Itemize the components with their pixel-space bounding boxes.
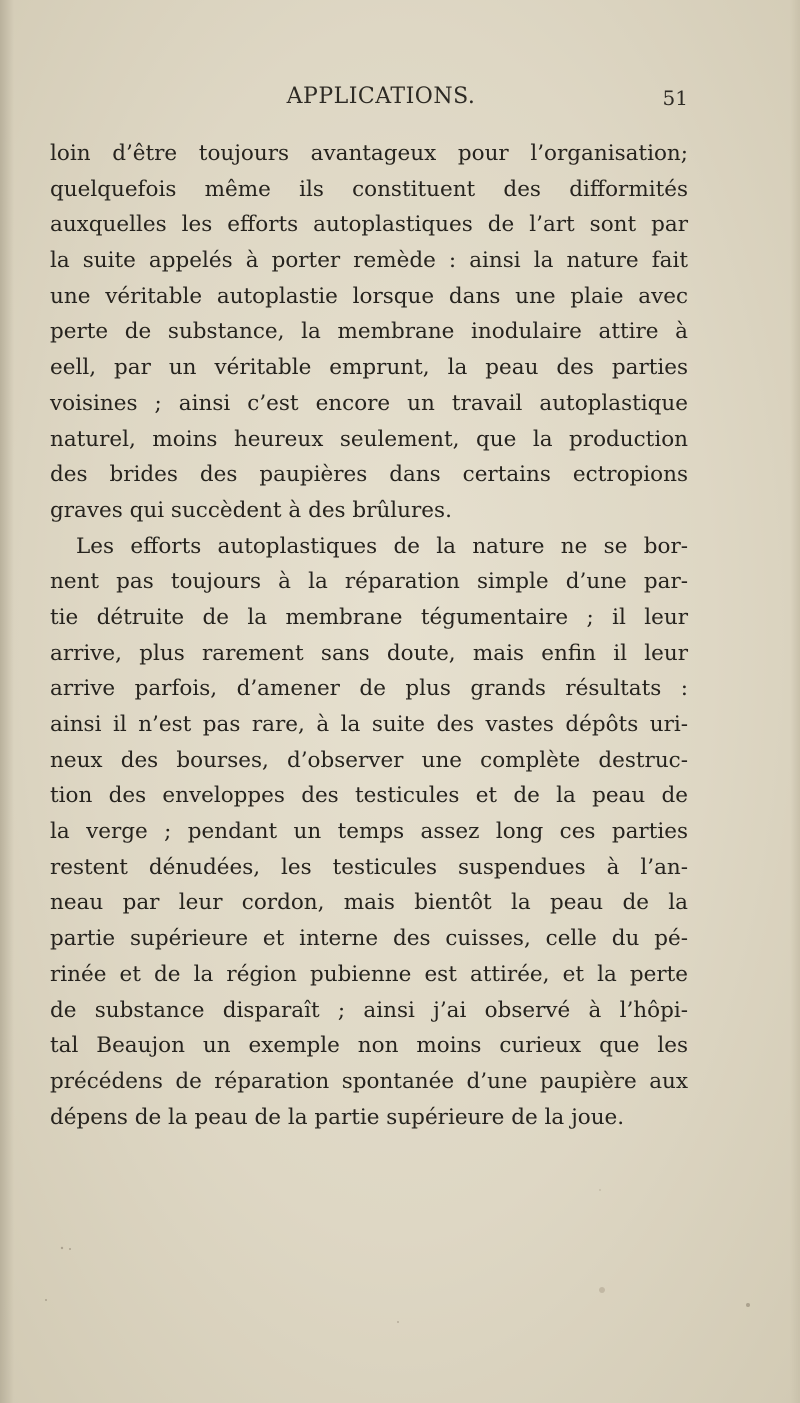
text-line: dépens de la peau de la partie supérieure de la joue. xyxy=(50,1104,625,1130)
text-line: voisines ; ainsi c’est encore un travail autoplastique xyxy=(50,390,688,416)
text-line: partie supérieure et interne des cuisses, celle du pé- xyxy=(50,926,688,952)
text-line: tie détruite de la membrane tégumentaire ; il leur xyxy=(50,604,688,630)
text-line: restent dénudées, les testicules suspendues à l’an- xyxy=(50,854,688,880)
text-line: nent pas toujours à la réparation simple d’une par- xyxy=(50,569,688,595)
text-line: auxquelles les efforts autoplastiques de l’art sont par xyxy=(50,212,688,238)
text-line: eell, par un véritable emprunt, la peau des parties xyxy=(50,355,688,381)
text-line: de substance disparaît ; ainsi j’ai observé à l’hôpi- xyxy=(50,997,688,1023)
text-line: quelquefois même ils constituent des difformités xyxy=(50,176,688,202)
text-line: tal Beaujon un exemple non moins curieux que les xyxy=(50,1033,688,1059)
text-line: loin d’être toujours avantageux pour l’organisation; xyxy=(50,141,688,166)
text-line: neux des bourses, d’observer une complète destruc- xyxy=(50,747,688,773)
page-header xyxy=(50,84,688,118)
text-line: précédens de réparation spontanée d’une paupière aux xyxy=(50,1068,688,1094)
text-line: la verge ; pendant un temps assez long ces parties xyxy=(50,819,688,845)
text-line: arrive parfois, d’amener de plus grands résultats : xyxy=(50,676,688,702)
page-number: 51 xyxy=(662,86,688,110)
text-line: rinée et de la région pubienne est attirée, et la perte xyxy=(50,961,688,987)
page-gutter-shadow xyxy=(0,0,14,1403)
text-line: la suite appelés à porter remède : ainsi la nature fait xyxy=(50,248,688,274)
running-head: APPLICATIONS. xyxy=(286,84,476,109)
page-edge-shadow xyxy=(790,0,800,1403)
text-line: Les efforts autoplastiques de la nature ne se bor- xyxy=(76,533,688,559)
text-line: une véritable autoplastie lorsque dans une plaie avec xyxy=(50,283,688,309)
text-line: neau par leur cordon, mais bientôt la peau de la xyxy=(50,890,688,916)
text-line: des brides des paupières dans certains ectropions xyxy=(50,462,688,488)
text-line: naturel, moins heureux seulement, que la production xyxy=(50,426,688,452)
text-line: perte de substance, la membrane inodulaire attire à xyxy=(50,319,688,345)
body-text xyxy=(50,136,688,1135)
text-line: arrive, plus rarement sans doute, mais enfin il leur xyxy=(50,640,688,666)
text-line: graves qui succèdent à des brûlures. xyxy=(50,497,452,523)
text-line: tion des enveloppes des testicules et de la peau de xyxy=(50,783,688,809)
text-line: ainsi il n’est pas rare, à la suite des vastes dépôts uri- xyxy=(50,712,688,737)
